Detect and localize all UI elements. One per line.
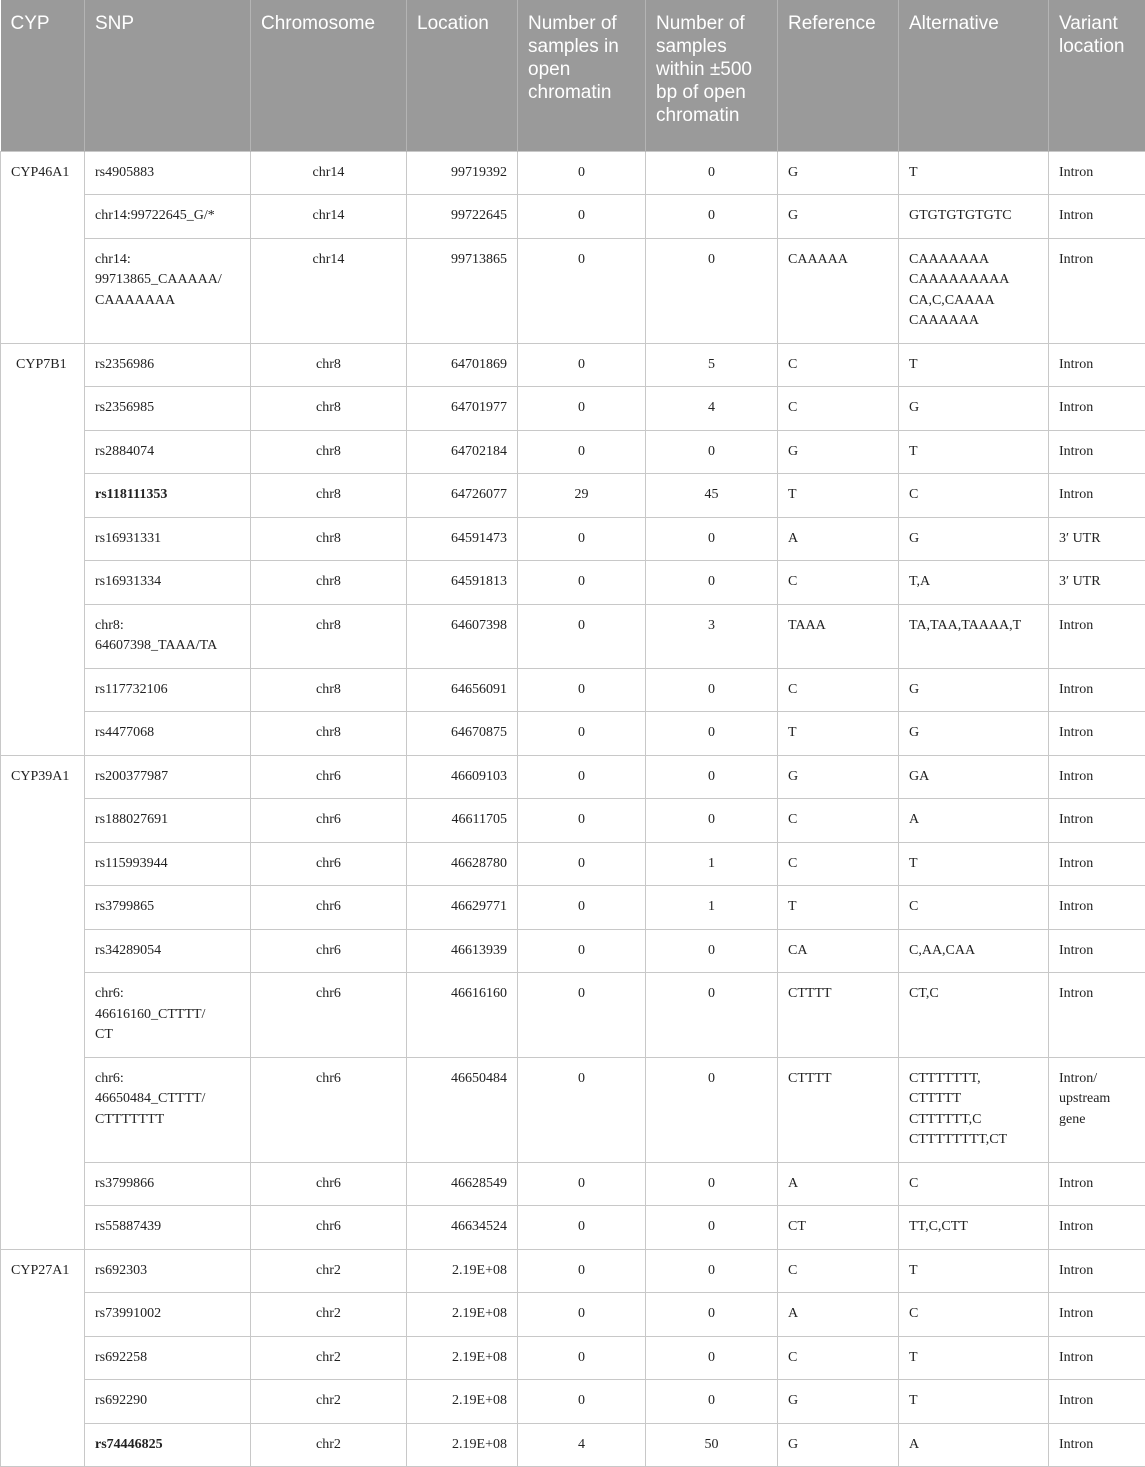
cell-alternative: T xyxy=(899,430,1049,474)
cell-variant-location: Intron xyxy=(1049,1162,1145,1206)
cell-samples-open: 0 xyxy=(518,1336,646,1380)
cell-cyp-group: CYP27A1 xyxy=(1,1249,85,1467)
table-row xyxy=(1,1057,1145,1162)
header-variant-location: Variant location xyxy=(1049,0,1145,151)
cell-snp: chr6: 46650484_CTTTT/ CTTTTTTT xyxy=(85,1057,251,1162)
cell-alternative: G xyxy=(899,712,1049,756)
cell-alternative: A xyxy=(899,799,1049,843)
cell-reference: G xyxy=(778,430,899,474)
cell-samples-open: 0 xyxy=(518,1206,646,1250)
header-row xyxy=(1,0,1145,151)
cell-snp: rs16931331 xyxy=(85,517,251,561)
table-row xyxy=(1,1249,1145,1293)
cell-chromosome: chr6 xyxy=(251,1057,407,1162)
cell-samples-open: 0 xyxy=(518,238,646,343)
cell-reference: G xyxy=(778,755,899,799)
cell-samples-open: 29 xyxy=(518,474,646,518)
cell-variant-location: Intron xyxy=(1049,973,1145,1058)
cell-chromosome: chr8 xyxy=(251,517,407,561)
table-row xyxy=(1,799,1145,843)
cell-samples-within: 0 xyxy=(646,799,778,843)
cell-location: 46613939 xyxy=(407,929,518,973)
cell-samples-open: 0 xyxy=(518,561,646,605)
cell-location: 99719392 xyxy=(407,151,518,195)
cell-reference: A xyxy=(778,1162,899,1206)
cell-reference: C xyxy=(778,799,899,843)
cell-cyp-group: CYP7B1 xyxy=(1,343,85,755)
cell-variant-location: Intron xyxy=(1049,1249,1145,1293)
cell-samples-within: 5 xyxy=(646,343,778,387)
cell-location: 46628549 xyxy=(407,1162,518,1206)
cell-alternative: T,A xyxy=(899,561,1049,605)
cell-snp: rs4477068 xyxy=(85,712,251,756)
cell-reference: C xyxy=(778,1249,899,1293)
cell-samples-open: 0 xyxy=(518,668,646,712)
cell-reference: CAAAAA xyxy=(778,238,899,343)
cell-samples-open: 0 xyxy=(518,755,646,799)
cell-reference: C xyxy=(778,561,899,605)
cell-chromosome: chr8 xyxy=(251,343,407,387)
header-snp: SNP xyxy=(85,0,251,151)
cell-chromosome: chr2 xyxy=(251,1249,407,1293)
cell-alternative: T xyxy=(899,842,1049,886)
cell-variant-location: Intron xyxy=(1049,474,1145,518)
cell-samples-open: 0 xyxy=(518,195,646,239)
table-row xyxy=(1,238,1145,343)
cell-samples-within: 0 xyxy=(646,1380,778,1424)
cell-alternative: T xyxy=(899,1380,1049,1424)
cell-chromosome: chr2 xyxy=(251,1336,407,1380)
cell-cyp-group: CYP39A1 xyxy=(1,755,85,1249)
cell-variant-location: Intron xyxy=(1049,430,1145,474)
cell-snp: rs73991002 xyxy=(85,1293,251,1337)
cell-chromosome: chr8 xyxy=(251,712,407,756)
cell-reference: CA xyxy=(778,929,899,973)
table-row xyxy=(1,343,1145,387)
table-row xyxy=(1,668,1145,712)
cell-variant-location: Intron xyxy=(1049,1423,1145,1467)
cell-samples-open: 0 xyxy=(518,1380,646,1424)
cell-chromosome: chr2 xyxy=(251,1380,407,1424)
table-row xyxy=(1,195,1145,239)
table-row xyxy=(1,517,1145,561)
cell-samples-within: 1 xyxy=(646,886,778,930)
cell-reference: A xyxy=(778,1293,899,1337)
cell-alternative: G xyxy=(899,668,1049,712)
cell-location: 99713865 xyxy=(407,238,518,343)
table-row xyxy=(1,842,1145,886)
cell-reference: C xyxy=(778,387,899,431)
cell-samples-open: 0 xyxy=(518,1293,646,1337)
cell-reference: G xyxy=(778,1423,899,1467)
cell-alternative: C xyxy=(899,886,1049,930)
cell-location: 64591473 xyxy=(407,517,518,561)
cell-reference: G xyxy=(778,151,899,195)
header-location: Location xyxy=(407,0,518,151)
table-row xyxy=(1,712,1145,756)
cell-alternative: C,AA,CAA xyxy=(899,929,1049,973)
cell-variant-location: Intron xyxy=(1049,1380,1145,1424)
cell-chromosome: chr6 xyxy=(251,1162,407,1206)
cell-location: 2.19E+08 xyxy=(407,1380,518,1424)
cell-location: 64670875 xyxy=(407,712,518,756)
cell-reference: CTTTT xyxy=(778,1057,899,1162)
cell-variant-location: Intron xyxy=(1049,151,1145,195)
cell-variant-location: Intron xyxy=(1049,799,1145,843)
cell-snp: chr14: 99713865_CAAAAA/ CAAAAAAA xyxy=(85,238,251,343)
cell-samples-within: 0 xyxy=(646,430,778,474)
cell-variant-location: Intron xyxy=(1049,195,1145,239)
cell-location: 46634524 xyxy=(407,1206,518,1250)
cell-samples-within: 0 xyxy=(646,1293,778,1337)
cell-snp: rs74446825 xyxy=(85,1423,251,1467)
table-row xyxy=(1,755,1145,799)
cell-snp: rs3799866 xyxy=(85,1162,251,1206)
cell-snp: rs188027691 xyxy=(85,799,251,843)
cell-samples-within: 1 xyxy=(646,842,778,886)
cell-variant-location: Intron xyxy=(1049,929,1145,973)
cell-variant-location: 3′ UTR xyxy=(1049,561,1145,605)
cell-samples-within: 0 xyxy=(646,712,778,756)
header-chromosome: Chromosome xyxy=(251,0,407,151)
cell-snp: rs115993944 xyxy=(85,842,251,886)
cell-samples-within: 0 xyxy=(646,195,778,239)
cell-chromosome: chr8 xyxy=(251,387,407,431)
cell-location: 64701869 xyxy=(407,343,518,387)
cell-samples-open: 0 xyxy=(518,973,646,1058)
cell-snp: chr6: 46616160_CTTTT/ CT xyxy=(85,973,251,1058)
cell-samples-open: 0 xyxy=(518,1162,646,1206)
cell-alternative: C xyxy=(899,1162,1049,1206)
cell-snp: rs4905883 xyxy=(85,151,251,195)
cell-samples-within: 4 xyxy=(646,387,778,431)
cell-samples-within: 45 xyxy=(646,474,778,518)
cell-reference: G xyxy=(778,1380,899,1424)
cell-alternative: G xyxy=(899,517,1049,561)
cell-chromosome: chr8 xyxy=(251,604,407,668)
table-row xyxy=(1,886,1145,930)
cell-chromosome: chr6 xyxy=(251,973,407,1058)
cell-samples-within: 50 xyxy=(646,1423,778,1467)
cell-variant-location: Intron xyxy=(1049,238,1145,343)
cell-snp: rs3799865 xyxy=(85,886,251,930)
cell-variant-location: Intron xyxy=(1049,842,1145,886)
cell-samples-open: 0 xyxy=(518,604,646,668)
table-row xyxy=(1,929,1145,973)
cell-samples-open: 0 xyxy=(518,929,646,973)
table-row xyxy=(1,1293,1145,1337)
cell-samples-within: 3 xyxy=(646,604,778,668)
cell-alternative: T xyxy=(899,151,1049,195)
cell-alternative: G xyxy=(899,387,1049,431)
cell-reference: C xyxy=(778,668,899,712)
cell-samples-within: 0 xyxy=(646,1206,778,1250)
cell-location: 64701977 xyxy=(407,387,518,431)
cell-alternative: A xyxy=(899,1423,1049,1467)
cell-snp: rs118111353 xyxy=(85,474,251,518)
cell-snp: rs692290 xyxy=(85,1380,251,1424)
cell-snp: rs34289054 xyxy=(85,929,251,973)
cell-snp: rs2356985 xyxy=(85,387,251,431)
cell-reference: C xyxy=(778,1336,899,1380)
cell-reference: TAAA xyxy=(778,604,899,668)
cell-snp: rs55887439 xyxy=(85,1206,251,1250)
cell-chromosome: chr8 xyxy=(251,474,407,518)
cell-location: 46611705 xyxy=(407,799,518,843)
cell-variant-location: 3′ UTR xyxy=(1049,517,1145,561)
cell-variant-location: Intron xyxy=(1049,387,1145,431)
cell-samples-within: 0 xyxy=(646,973,778,1058)
cell-location: 46616160 xyxy=(407,973,518,1058)
cell-location: 2.19E+08 xyxy=(407,1293,518,1337)
cell-chromosome: chr6 xyxy=(251,842,407,886)
table-row xyxy=(1,1206,1145,1250)
table-row xyxy=(1,1423,1145,1467)
cell-alternative: CTTTTTTT, CTTTTT CTTTTTT,C CTTTTTTTT,CT xyxy=(899,1057,1049,1162)
cell-samples-open: 0 xyxy=(518,712,646,756)
table-row xyxy=(1,1380,1145,1424)
cell-variant-location: Intron xyxy=(1049,1293,1145,1337)
table-row xyxy=(1,430,1145,474)
cell-snp: chr14:99722645_G/* xyxy=(85,195,251,239)
cell-chromosome: chr2 xyxy=(251,1423,407,1467)
cell-variant-location: Intron xyxy=(1049,886,1145,930)
cell-variant-location: Intron xyxy=(1049,1336,1145,1380)
cell-alternative: T xyxy=(899,1336,1049,1380)
cell-samples-open: 0 xyxy=(518,430,646,474)
cell-variant-location: Intron xyxy=(1049,755,1145,799)
cell-samples-open: 0 xyxy=(518,517,646,561)
cell-snp: rs692258 xyxy=(85,1336,251,1380)
cell-snp: rs2356986 xyxy=(85,343,251,387)
cell-reference: CT xyxy=(778,1206,899,1250)
cell-samples-open: 0 xyxy=(518,1249,646,1293)
cell-samples-within: 0 xyxy=(646,1162,778,1206)
header-samples-within-500bp: Number of samples within ±500 bp of open chromatin xyxy=(646,0,778,151)
cell-location: 64656091 xyxy=(407,668,518,712)
cell-location: 2.19E+08 xyxy=(407,1336,518,1380)
cell-samples-within: 0 xyxy=(646,1057,778,1162)
table-row xyxy=(1,151,1145,195)
cell-location: 99722645 xyxy=(407,195,518,239)
cell-samples-within: 0 xyxy=(646,517,778,561)
cell-samples-within: 0 xyxy=(646,561,778,605)
cell-chromosome: chr14 xyxy=(251,151,407,195)
table-body xyxy=(1,151,1145,1467)
cell-samples-within: 0 xyxy=(646,668,778,712)
cell-alternative: CT,C xyxy=(899,973,1049,1058)
cell-samples-open: 0 xyxy=(518,387,646,431)
cell-chromosome: chr8 xyxy=(251,430,407,474)
cell-samples-open: 0 xyxy=(518,799,646,843)
cell-samples-within: 0 xyxy=(646,755,778,799)
cell-location: 46650484 xyxy=(407,1057,518,1162)
cell-reference: T xyxy=(778,886,899,930)
table-row xyxy=(1,561,1145,605)
cell-location: 46629771 xyxy=(407,886,518,930)
cell-alternative: TT,C,CTT xyxy=(899,1206,1049,1250)
cell-location: 2.19E+08 xyxy=(407,1249,518,1293)
cell-alternative: TA,TAA,TAAAA,T xyxy=(899,604,1049,668)
cell-variant-location: Intron xyxy=(1049,712,1145,756)
cell-alternative: T xyxy=(899,343,1049,387)
cell-reference: C xyxy=(778,343,899,387)
cell-variant-location: Intron xyxy=(1049,1206,1145,1250)
cell-samples-within: 0 xyxy=(646,151,778,195)
table-row xyxy=(1,1336,1145,1380)
cell-variant-location: Intron xyxy=(1049,343,1145,387)
cell-chromosome: chr8 xyxy=(251,561,407,605)
cell-samples-open: 0 xyxy=(518,151,646,195)
header-alternative: Alternative xyxy=(899,0,1049,151)
cell-chromosome: chr14 xyxy=(251,238,407,343)
cell-alternative: C xyxy=(899,474,1049,518)
cell-location: 64702184 xyxy=(407,430,518,474)
cell-chromosome: chr6 xyxy=(251,1206,407,1250)
cell-location: 64607398 xyxy=(407,604,518,668)
cell-snp: rs2884074 xyxy=(85,430,251,474)
cell-variant-location: Intron xyxy=(1049,604,1145,668)
cell-alternative: GTGTGTGTGTC xyxy=(899,195,1049,239)
cell-samples-within: 0 xyxy=(646,1336,778,1380)
table-header xyxy=(1,0,1145,151)
cell-samples-within: 0 xyxy=(646,238,778,343)
cell-location: 2.19E+08 xyxy=(407,1423,518,1467)
cell-snp: rs200377987 xyxy=(85,755,251,799)
header-samples-open-chromatin: Number of samples in open chromatin xyxy=(518,0,646,151)
table-row xyxy=(1,387,1145,431)
cell-snp: chr8: 64607398_TAAA/TA xyxy=(85,604,251,668)
cell-reference: C xyxy=(778,842,899,886)
cell-reference: CTTTT xyxy=(778,973,899,1058)
cell-reference: A xyxy=(778,517,899,561)
table-row xyxy=(1,474,1145,518)
cell-cyp-group: CYP46A1 xyxy=(1,151,85,343)
table-row xyxy=(1,604,1145,668)
table-row xyxy=(1,973,1145,1058)
cell-chromosome: chr6 xyxy=(251,755,407,799)
cell-reference: T xyxy=(778,474,899,518)
cell-reference: G xyxy=(778,195,899,239)
cell-variant-location: Intron xyxy=(1049,668,1145,712)
cell-alternative: C xyxy=(899,1293,1049,1337)
cell-location: 46628780 xyxy=(407,842,518,886)
cell-location: 64726077 xyxy=(407,474,518,518)
cell-chromosome: chr8 xyxy=(251,668,407,712)
cell-chromosome: chr2 xyxy=(251,1293,407,1337)
cell-samples-within: 0 xyxy=(646,929,778,973)
cell-location: 46609103 xyxy=(407,755,518,799)
cell-samples-open: 0 xyxy=(518,842,646,886)
cell-samples-open: 0 xyxy=(518,886,646,930)
cell-samples-within: 0 xyxy=(646,1249,778,1293)
cell-samples-open: 0 xyxy=(518,1057,646,1162)
cell-alternative: T xyxy=(899,1249,1049,1293)
cell-samples-open: 4 xyxy=(518,1423,646,1467)
header-reference: Reference xyxy=(778,0,899,151)
cell-snp: rs16931334 xyxy=(85,561,251,605)
cell-chromosome: chr6 xyxy=(251,799,407,843)
cell-variant-location: Intron/ upstream gene xyxy=(1049,1057,1145,1162)
cell-alternative: CAAAAAAA CAAAAAAAAA CA,C,CAAAA CAAAAAA xyxy=(899,238,1049,343)
table-row xyxy=(1,1162,1145,1206)
cell-chromosome: chr14 xyxy=(251,195,407,239)
cell-alternative: GA xyxy=(899,755,1049,799)
cell-chromosome: chr6 xyxy=(251,886,407,930)
cell-reference: T xyxy=(778,712,899,756)
cell-samples-open: 0 xyxy=(518,343,646,387)
cell-snp: rs692303 xyxy=(85,1249,251,1293)
header-cyp: CYP xyxy=(1,0,85,151)
cell-chromosome: chr6 xyxy=(251,929,407,973)
cell-snp: rs117732106 xyxy=(85,668,251,712)
cell-location: 64591813 xyxy=(407,561,518,605)
